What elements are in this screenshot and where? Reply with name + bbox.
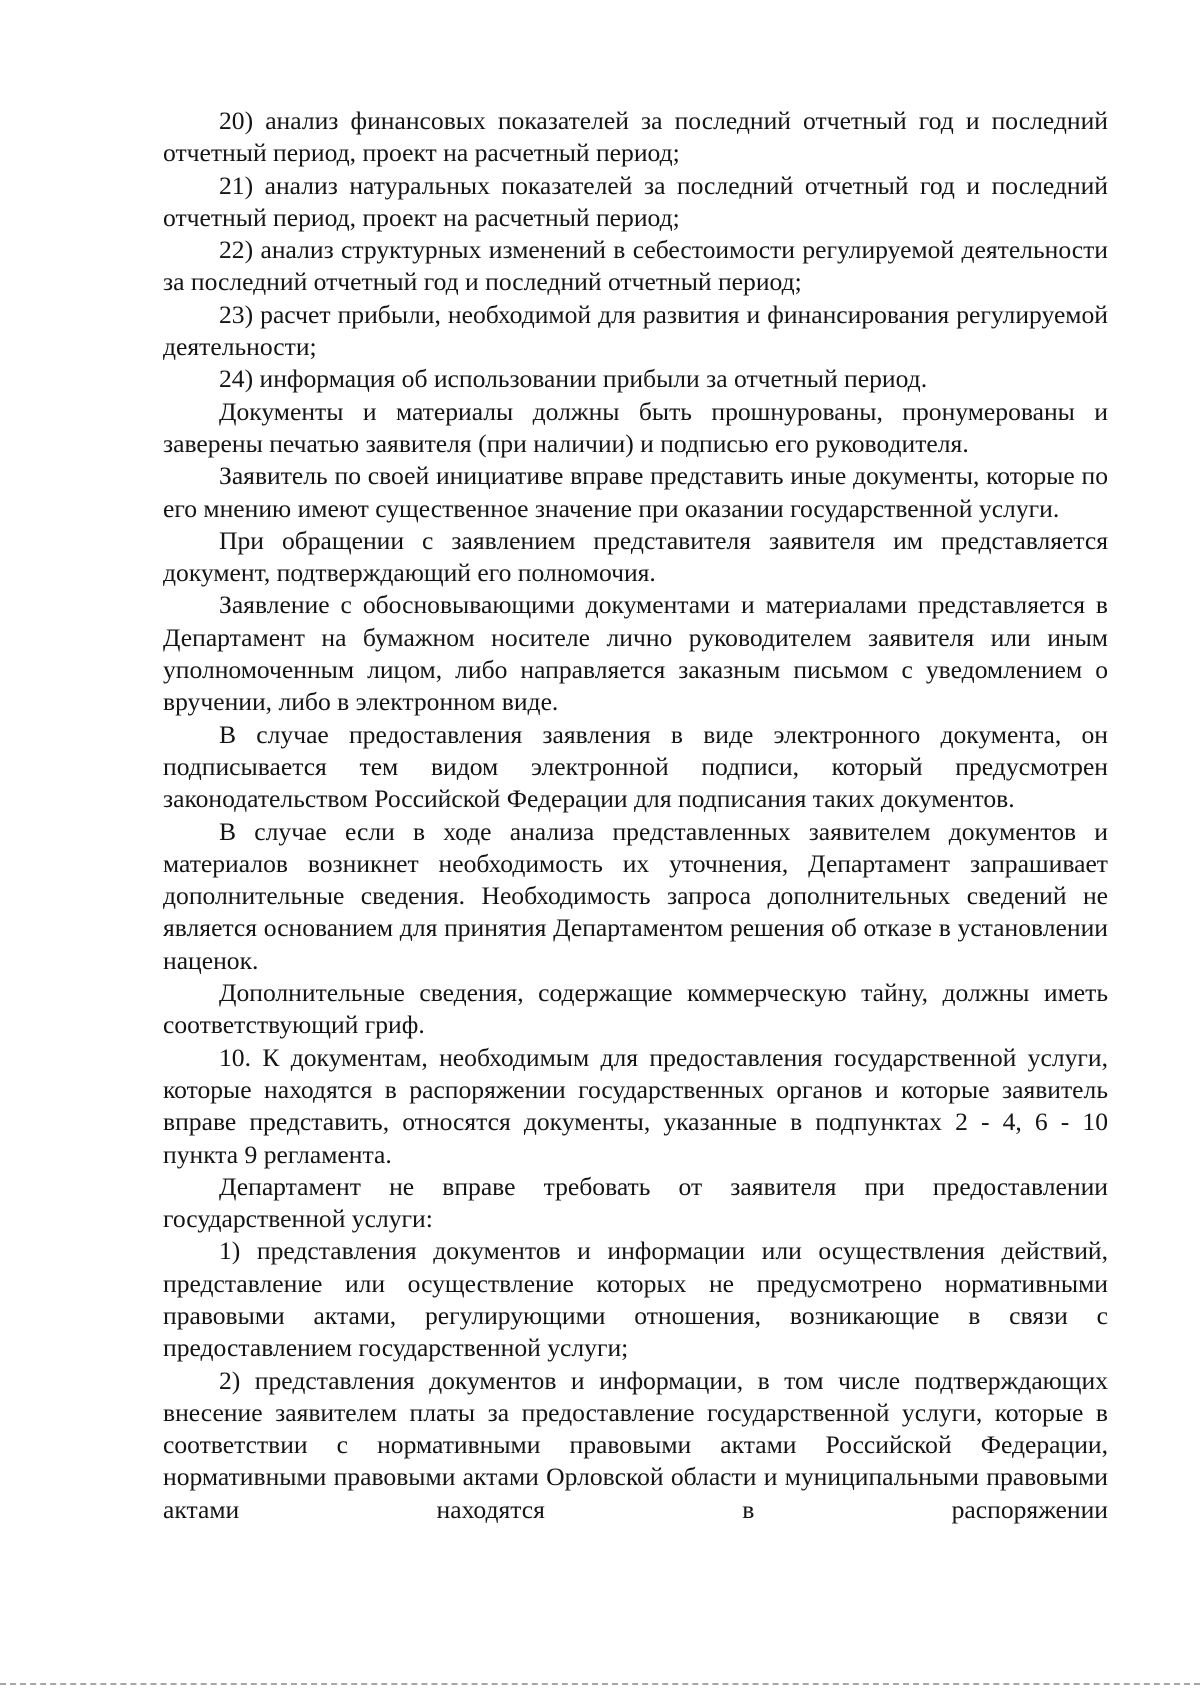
paragraph-item-20: 20) анализ финансовых показателей за последний отчетный год и последний отчетный период, проект на расчетный период;	[163, 106, 1108, 168]
paragraph-representative: При обращении с заявлением представителя заявителя им представляется документ, подтверждающий его полномочия.	[163, 525, 1108, 588]
paragraph-department-prohibitions: Департамент не вправе требовать от заявителя при предоставлении государственной услуги:	[163, 1171, 1108, 1234]
paragraph-item-24: 24) информация об использовании прибыли за отчетный период.	[219, 364, 928, 394]
paragraph-section-10: 10. К документам, необходимым для предоставления государственной услуги, которые находятся в распоряжении государственных органов и которые заявитель вправе представить, относятся документы, указанные в подпунктах 2 - 4, 6 - 10 пункта 9 регламента.	[163, 1042, 1108, 1169]
paragraph-additional-documents: Заявитель по своей инициативе вправе представить иные документы, которые по его мнению имеют существенное значение при оказании государственной услуги.	[163, 461, 1108, 523]
paragraph-prohibition-2: 2) представления документов и информации, в том числе подтверждающих внесение заявителем платы за предоставление государственной услуги, которые в соответствии с нормативными правовыми актами Российской Федерации, нормативными правовыми актами Орловской области и муниципальными правовыми актами находятся в распоряжении	[163, 1365, 1108, 1524]
paragraph-electronic-signature: В случае предоставления заявления в виде электронного документа, он подписывается тем видом электронной подписи, который предусмотрен законодательством Российской Федерации для подписания таких документов.	[163, 719, 1108, 814]
scan-edge-divider	[0, 1683, 1200, 1685]
paragraph-documents-binding: Документы и материалы должны быть прошнурованы, пронумерованы и заверены печатью заявителя (при наличии) и подписью его руководителя.	[163, 396, 1108, 458]
paragraph-submission-methods: Заявление с обосновывающими документами и материалами представляется в Департамент на бумажном носителе лично руководителем заявителя или иным уполномоченным лицом, либо направляется заказным письмом с уведомлением о вручении, либо в электронном виде.	[163, 590, 1108, 717]
document-body	[163, 105, 1108, 1526]
paragraph-prohibition-1: 1) представления документов и информации или осуществления действий, представление или осуществление которых не предусмотрено нормативными правовыми актами, регулирующими отношения, возникающие в связи с предоставлением государственной услуги;	[163, 1236, 1108, 1363]
paragraph-item-22: 22) анализ структурных изменений в себестоимости регулируемой деятельности за последний отчетный год и последний отчетный период;	[163, 235, 1108, 297]
paragraph-commercial-secret: Дополнительные сведения, содержащие коммерческую тайну, должны иметь соответствующий гриф.	[163, 978, 1108, 1040]
paragraph-item-23: 23) расчет прибыли, необходимой для развития и финансирования регулируемой деятельности;	[163, 299, 1108, 362]
paragraph-clarification-request: В случае если в ходе анализа представленных заявителем документов и материалов возникнет необходимость их уточнения, Департамент запрашивает дополнительные сведения. Необходимость запроса дополнительных сведений не является основанием для принятия Департаментом решения об отказе в установлении наценок.	[163, 816, 1108, 975]
paragraph-item-21: 21) анализ натуральных показателей за последний отчетный год и последний отчетный период, проект на расчетный период;	[163, 170, 1108, 232]
